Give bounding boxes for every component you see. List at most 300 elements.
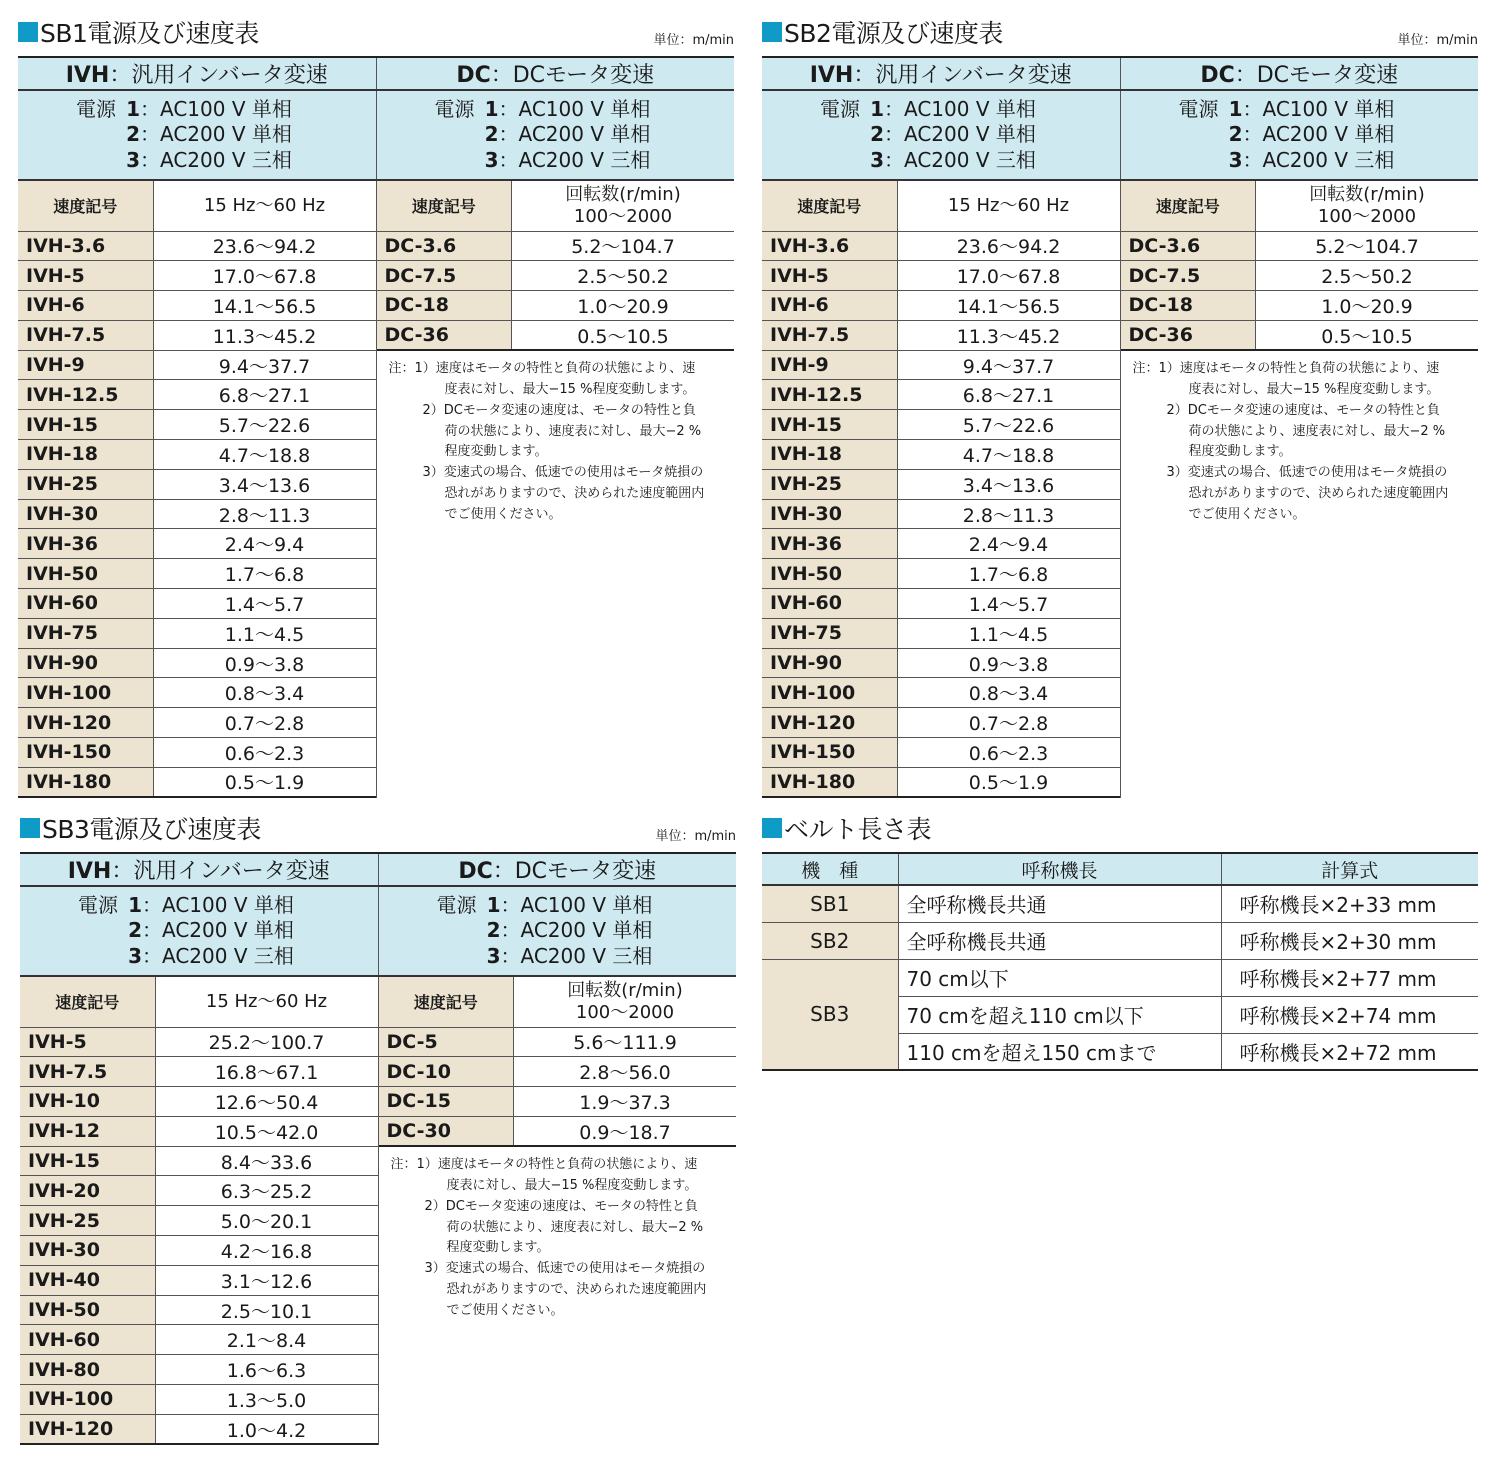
note-line: 程度変動します。	[444, 444, 548, 460]
note-line: 2）DCモータ変速の速度は、モータの特性と負	[1166, 402, 1440, 418]
speed-range: 14.1～56.5	[897, 291, 1120, 321]
speed-range: 1.7～6.8	[153, 559, 376, 589]
speed-code: IVH-180	[762, 767, 897, 797]
speed-range: 1.0～20.9	[512, 291, 735, 321]
speed-code: DC-15	[379, 1087, 514, 1117]
speed-range: 17.0～67.8	[897, 261, 1120, 291]
table-row	[18, 380, 376, 410]
speed-range: 5.2～104.7	[1256, 231, 1479, 261]
speed-code: IVH-12	[20, 1116, 155, 1146]
dc-header: DC：DCモータ変速	[1120, 57, 1478, 90]
belt-formula: 呼称機長×2+74 mm	[1221, 996, 1478, 1033]
speed-code: DC-36	[377, 320, 512, 350]
speed-code: IVH-60	[20, 1325, 155, 1355]
table-row	[762, 678, 1120, 708]
speed-range: 2.4～9.4	[153, 529, 376, 559]
speed-code: IVH-9	[762, 350, 897, 380]
speed-range: 0.5～10.5	[512, 320, 735, 350]
speed-code: IVH-120	[20, 1414, 155, 1444]
dc-power-spec	[378, 886, 736, 976]
speed-range: 2.1～8.4	[155, 1325, 378, 1355]
speed-range: 0.7～2.8	[153, 708, 376, 738]
note-line: 3）変速式の場合、低速での使用はモータ焼損の	[424, 1261, 706, 1277]
table-row	[762, 767, 1120, 797]
speed-code: DC-30	[379, 1116, 514, 1146]
section-square-icon	[20, 818, 40, 838]
table-row	[20, 1206, 378, 1236]
table-row	[18, 618, 376, 648]
ivh-range-header: 15 Hz～60 Hz	[153, 181, 376, 231]
table-row	[762, 469, 1120, 499]
speed-code: IVH-15	[18, 410, 153, 440]
table-row	[762, 529, 1120, 559]
speed-range: 4.7～18.8	[153, 440, 376, 470]
speed-code: IVH-150	[18, 738, 153, 768]
belt-nominal-length: 110 cmを超え150 cmまで	[898, 1033, 1221, 1070]
table-row	[18, 499, 376, 529]
speed-range: 12.6～50.4	[155, 1087, 378, 1117]
speed-code: IVH-60	[762, 589, 897, 619]
dc-power-spec	[1120, 90, 1478, 180]
unit-label: 単位：m/min	[1397, 33, 1478, 48]
ivh-speed-list	[20, 977, 378, 1445]
ivh-header: IVH：汎用インバータ変速	[20, 853, 378, 886]
power-line: 電源 1：AC100 V 単相	[434, 96, 651, 121]
belt-formula: 呼称機長×2+33 mm	[1221, 885, 1478, 922]
speed-range: 5.7～22.6	[897, 410, 1120, 440]
table-row	[377, 291, 735, 321]
power-line: 3：AC200 V 三相	[128, 943, 294, 968]
speed-range: 2.5～50.2	[512, 261, 735, 291]
table-row	[18, 559, 376, 589]
table-row	[20, 1325, 378, 1355]
speed-range: 14.1～56.5	[153, 291, 376, 321]
speed-code: IVH-36	[18, 529, 153, 559]
power-line: 電源 1：AC100 V 単相	[436, 892, 653, 917]
ivh-header: IVH：汎用インバータ変速	[18, 57, 376, 90]
table-row	[18, 231, 376, 261]
note-line: 3）変速式の場合、低速での使用はモータ焼損の	[422, 465, 704, 481]
table-row	[762, 261, 1120, 291]
speed-range: 2.4～9.4	[897, 529, 1120, 559]
power-line: 3：AC200 V 三相	[1228, 147, 1395, 172]
table-row	[377, 261, 735, 291]
speed-code: IVH-5	[18, 261, 153, 291]
sb3-title: SB3電源及び速度表	[20, 810, 261, 846]
speed-range: 1.3～5.0	[155, 1385, 378, 1415]
table-row	[762, 618, 1120, 648]
speed-range: 2.8～11.3	[153, 499, 376, 529]
speed-range: 0.7～2.8	[897, 708, 1120, 738]
table-row	[20, 1146, 378, 1176]
section-square-icon	[762, 22, 782, 42]
table-row	[20, 1355, 378, 1385]
speed-code: IVH-7.5	[18, 320, 153, 350]
speed-range: 8.4～33.6	[155, 1146, 378, 1176]
power-line: 電源 1：AC100 V 単相	[78, 892, 294, 917]
power-line: 3：AC200 V 三相	[486, 943, 653, 968]
speed-range: 5.0～20.1	[155, 1206, 378, 1236]
ivh-power-spec	[18, 90, 376, 180]
table-row	[20, 1295, 378, 1325]
speed-range: 0.8～3.4	[897, 678, 1120, 708]
speed-code: IVH-30	[20, 1236, 155, 1266]
speed-code: IVH-5	[20, 1027, 155, 1057]
dc-power-spec	[376, 90, 734, 180]
speed-code-header: 速度記号	[379, 977, 514, 1027]
table-row	[20, 1385, 378, 1415]
belt-header-formula: 計算式	[1221, 853, 1478, 885]
table-row	[20, 1087, 378, 1117]
table-row	[762, 959, 1478, 996]
speed-code: IVH-36	[762, 529, 897, 559]
table-row	[377, 231, 735, 261]
speed-code: DC-3.6	[1121, 231, 1256, 261]
speed-range: 16.8～67.1	[155, 1057, 378, 1087]
note-line: 荷の状態により、速度表に対し、最大−2 %	[446, 1219, 704, 1235]
speed-code: IVH-6	[762, 291, 897, 321]
sb3-speed-section	[20, 810, 736, 1445]
speed-range: 10.5～42.0	[155, 1116, 378, 1146]
speed-code: IVH-50	[762, 559, 897, 589]
table-row	[18, 350, 376, 380]
belt-header-row	[762, 853, 1478, 885]
table-row	[762, 440, 1120, 470]
note-line: でご使用ください。	[444, 506, 562, 522]
speed-range: 5.7～22.6	[153, 410, 376, 440]
speed-range: 4.7～18.8	[897, 440, 1120, 470]
belt-header-model: 機 種	[762, 853, 898, 885]
speed-range: 1.9～37.3	[514, 1087, 737, 1117]
speed-range: 23.6～94.2	[153, 231, 376, 261]
speed-code: DC-18	[1121, 291, 1256, 321]
belt-length-section	[762, 810, 1478, 1071]
speed-code: IVH-12.5	[18, 380, 153, 410]
speed-range: 2.8～56.0	[514, 1057, 737, 1087]
dc-range-header: 回転数(r/min) 100～2000	[512, 181, 735, 231]
belt-formula: 呼称機長×2+72 mm	[1221, 1033, 1478, 1070]
table-row	[762, 380, 1120, 410]
speed-code: DC-18	[377, 291, 512, 321]
speed-code: IVH-6	[18, 291, 153, 321]
table-row	[18, 589, 376, 619]
speed-code: IVH-60	[18, 589, 153, 619]
dc-speed-list	[379, 977, 737, 1147]
speed-code: IVH-150	[762, 738, 897, 768]
power-line: 3：AC200 V 三相	[870, 147, 1036, 172]
table-row	[762, 350, 1120, 380]
unit-label: 単位：m/min	[653, 33, 734, 48]
table-row	[379, 1057, 737, 1087]
speed-range: 0.5～1.9	[897, 767, 1120, 797]
speed-code: DC-36	[1121, 320, 1256, 350]
table-row	[762, 648, 1120, 678]
speed-code-header: 速度記号	[762, 181, 897, 231]
table-row	[762, 410, 1120, 440]
note-line: 度表に対し、最大−15 %程度変動します。	[446, 1177, 698, 1193]
speed-code: IVH-180	[18, 767, 153, 797]
note-line: 3）変速式の場合、低速での使用はモータ焼損の	[1166, 465, 1448, 481]
speed-code-header: 速度記号	[20, 977, 155, 1027]
sb2-speed-table	[762, 56, 1478, 798]
dc-range-header: 回転数(r/min) 100～2000	[1256, 181, 1479, 231]
belt-nominal-length: 全呼称機長共通	[898, 922, 1221, 959]
speed-code: IVH-7.5	[20, 1057, 155, 1087]
speed-range: 1.1～4.5	[153, 618, 376, 648]
belt-model: SB2	[762, 922, 898, 959]
table-row	[18, 410, 376, 440]
belt-model: SB3	[762, 959, 898, 1070]
dc-header: DC：DCモータ変速	[378, 853, 736, 886]
table-row	[20, 1116, 378, 1146]
speed-range: 2.8～11.3	[897, 499, 1120, 529]
speed-range: 9.4～37.7	[897, 350, 1120, 380]
speed-range: 1.0～20.9	[1256, 291, 1479, 321]
speed-range: 0.9～3.8	[897, 648, 1120, 678]
speed-code: IVH-50	[20, 1295, 155, 1325]
ivh-power-spec	[20, 886, 378, 976]
table-row	[18, 320, 376, 350]
speed-code: DC-10	[379, 1057, 514, 1087]
speed-range: 11.3～45.2	[153, 320, 376, 350]
speed-code: IVH-100	[18, 678, 153, 708]
speed-code-header: 速度記号	[1121, 181, 1256, 231]
table-row	[762, 885, 1478, 922]
power-line: 電源 1：AC100 V 単相	[820, 96, 1036, 121]
table-row	[18, 261, 376, 291]
table-row	[762, 589, 1120, 619]
notes	[379, 1147, 737, 1321]
speed-code: IVH-18	[762, 440, 897, 470]
belt-nominal-length: 70 cm以下	[898, 959, 1221, 996]
speed-range: 2.5～50.2	[1256, 261, 1479, 291]
speed-range: 9.4～37.7	[153, 350, 376, 380]
speed-range: 25.2～100.7	[155, 1027, 378, 1057]
speed-code-header: 速度記号	[18, 181, 153, 231]
note-line: 注：1）速度はモータの特性と負荷の状態により、速	[388, 361, 696, 377]
speed-range: 3.4～13.6	[897, 469, 1120, 499]
table-row	[379, 1087, 737, 1117]
note-line: でご使用ください。	[1188, 506, 1306, 522]
ivh-speed-list	[762, 181, 1120, 798]
sb2-speed-section	[762, 14, 1478, 798]
speed-range: 3.4～13.6	[153, 469, 376, 499]
table-row	[20, 1057, 378, 1087]
notes	[1121, 351, 1479, 525]
speed-range: 1.4～5.7	[153, 589, 376, 619]
speed-range: 0.5～1.9	[153, 767, 376, 797]
speed-code: IVH-3.6	[18, 231, 153, 261]
note-line: 恐れがありますので、決められた速度範囲内	[1188, 485, 1449, 501]
table-row	[379, 1116, 737, 1146]
dc-speed-list	[377, 181, 735, 351]
note-line: 恐れがありますので、決められた速度範囲内	[444, 485, 705, 501]
table-row	[1121, 231, 1479, 261]
note-line: 恐れがありますので、決められた速度範囲内	[446, 1281, 707, 1297]
speed-code: IVH-5	[762, 261, 897, 291]
table-row	[762, 231, 1120, 261]
speed-code: IVH-18	[18, 440, 153, 470]
table-row	[379, 1027, 737, 1057]
note-line: 度表に対し、最大−15 %程度変動します。	[1188, 381, 1440, 397]
belt-model: SB1	[762, 885, 898, 922]
table-row	[762, 320, 1120, 350]
ivh-power-spec	[762, 90, 1120, 180]
table-row	[762, 708, 1120, 738]
speed-range: 1.7～6.8	[897, 559, 1120, 589]
speed-range: 1.4～5.7	[897, 589, 1120, 619]
speed-code: IVH-90	[18, 648, 153, 678]
table-row	[762, 291, 1120, 321]
speed-range: 0.9～3.8	[153, 648, 376, 678]
speed-code: IVH-30	[18, 499, 153, 529]
speed-code: DC-5	[379, 1027, 514, 1057]
table-row	[20, 1414, 378, 1444]
belt-formula: 呼称機長×2+30 mm	[1221, 922, 1478, 959]
speed-code: IVH-120	[18, 708, 153, 738]
note-line: 荷の状態により、速度表に対し、最大−2 %	[444, 423, 702, 439]
table-row	[762, 499, 1120, 529]
power-line: 3：AC200 V 三相	[126, 147, 292, 172]
speed-code: IVH-80	[20, 1355, 155, 1385]
belt-formula: 呼称機長×2+77 mm	[1221, 959, 1478, 996]
table-row	[18, 291, 376, 321]
dc-speed-list	[1121, 181, 1479, 351]
speed-code: DC-7.5	[1121, 261, 1256, 291]
note-line: 注：1）速度はモータの特性と負荷の状態により、速	[390, 1157, 698, 1173]
speed-code: DC-3.6	[377, 231, 512, 261]
note-line: 2）DCモータ変速の速度は、モータの特性と負	[424, 1198, 698, 1214]
note-line: 2）DCモータ変速の速度は、モータの特性と負	[422, 402, 696, 418]
power-line: 2：AC200 V 単相	[484, 122, 651, 147]
table-row	[18, 767, 376, 797]
table-row	[377, 320, 735, 350]
speed-range: 6.8～27.1	[897, 380, 1120, 410]
power-line: 2：AC200 V 単相	[1228, 122, 1395, 147]
sb1-speed-table	[18, 56, 734, 798]
sb1-title: SB1電源及び速度表	[18, 14, 259, 50]
ivh-range-header: 15 Hz～60 Hz	[897, 181, 1120, 231]
speed-code: IVH-15	[20, 1146, 155, 1176]
sb3-speed-table	[20, 852, 736, 1445]
sb2-title: SB2電源及び速度表	[762, 14, 1003, 50]
table-row	[762, 922, 1478, 959]
note-line: 荷の状態により、速度表に対し、最大−2 %	[1188, 423, 1446, 439]
speed-range: 6.8～27.1	[153, 380, 376, 410]
speed-code: IVH-25	[18, 469, 153, 499]
speed-range: 3.1～12.6	[155, 1265, 378, 1295]
table-row	[762, 738, 1120, 768]
speed-code: IVH-7.5	[762, 320, 897, 350]
power-line: 電源 1：AC100 V 単相	[76, 96, 292, 121]
note-line: 度表に対し、最大−15 %程度変動します。	[444, 381, 696, 397]
table-row	[20, 1236, 378, 1266]
speed-code: DC-7.5	[377, 261, 512, 291]
power-line: 2：AC200 V 単相	[870, 122, 1036, 147]
belt-title: ベルト長さ表	[762, 810, 931, 846]
section-square-icon	[18, 22, 38, 42]
table-row	[20, 1027, 378, 1057]
speed-code: IVH-100	[762, 678, 897, 708]
speed-code: IVH-15	[762, 410, 897, 440]
table-row	[18, 529, 376, 559]
table-row	[762, 559, 1120, 589]
speed-code: IVH-25	[762, 469, 897, 499]
note-line: 程度変動します。	[1188, 444, 1292, 460]
speed-range: 11.3～45.2	[897, 320, 1120, 350]
ivh-speed-list	[18, 181, 376, 798]
speed-range: 1.6～6.3	[155, 1355, 378, 1385]
speed-code: IVH-50	[18, 559, 153, 589]
power-line: 電源 1：AC100 V 単相	[1178, 96, 1395, 121]
note-line: 注：1）速度はモータの特性と負荷の状態により、速	[1132, 361, 1440, 377]
speed-code-header: 速度記号	[377, 181, 512, 231]
unit-label: 単位：m/min	[655, 829, 736, 844]
speed-range: 5.6～111.9	[514, 1027, 737, 1057]
power-line: 2：AC200 V 単相	[126, 122, 292, 147]
table-row	[20, 1176, 378, 1206]
speed-range: 1.0～4.2	[155, 1414, 378, 1444]
speed-code: IVH-9	[18, 350, 153, 380]
speed-range: 0.5～10.5	[1256, 320, 1479, 350]
power-line: 3：AC200 V 三相	[484, 147, 651, 172]
speed-code: IVH-3.6	[762, 231, 897, 261]
speed-range: 23.6～94.2	[897, 231, 1120, 261]
table-row	[18, 678, 376, 708]
speed-range: 0.9～18.7	[514, 1116, 737, 1146]
speed-code: IVH-20	[20, 1176, 155, 1206]
table-row	[1121, 261, 1479, 291]
sb1-speed-section	[18, 14, 734, 798]
table-row	[18, 738, 376, 768]
speed-code: IVH-30	[762, 499, 897, 529]
ivh-range-header: 15 Hz～60 Hz	[155, 977, 378, 1027]
note-line: でご使用ください。	[446, 1302, 564, 1318]
table-row	[18, 469, 376, 499]
speed-code: IVH-10	[20, 1087, 155, 1117]
belt-nominal-length: 70 cmを超え110 cm以下	[898, 996, 1221, 1033]
table-row	[1121, 320, 1479, 350]
speed-range: 4.2～16.8	[155, 1236, 378, 1266]
note-line: 程度変動します。	[446, 1240, 550, 1256]
speed-code: IVH-90	[762, 648, 897, 678]
speed-code: IVH-40	[20, 1265, 155, 1295]
belt-length-table	[762, 852, 1478, 1071]
speed-range: 0.6～2.3	[153, 738, 376, 768]
notes	[377, 351, 735, 525]
speed-code: IVH-75	[762, 618, 897, 648]
dc-range-header: 回転数(r/min) 100～2000	[514, 977, 737, 1027]
table-row	[18, 648, 376, 678]
belt-header-nominal: 呼称機長	[898, 853, 1221, 885]
belt-nominal-length: 全呼称機長共通	[898, 885, 1221, 922]
speed-range: 6.3～25.2	[155, 1176, 378, 1206]
speed-range: 5.2～104.7	[512, 231, 735, 261]
speed-code: IVH-120	[762, 708, 897, 738]
power-line: 2：AC200 V 単相	[486, 918, 653, 943]
speed-range: 17.0～67.8	[153, 261, 376, 291]
table-row	[20, 1265, 378, 1295]
speed-code: IVH-75	[18, 618, 153, 648]
speed-code: IVH-100	[20, 1385, 155, 1415]
table-row	[18, 440, 376, 470]
table-row	[1121, 291, 1479, 321]
section-square-icon	[762, 818, 782, 838]
speed-code: IVH-25	[20, 1206, 155, 1236]
speed-code: IVH-12.5	[762, 380, 897, 410]
power-line: 2：AC200 V 単相	[128, 918, 294, 943]
speed-range: 0.8～3.4	[153, 678, 376, 708]
